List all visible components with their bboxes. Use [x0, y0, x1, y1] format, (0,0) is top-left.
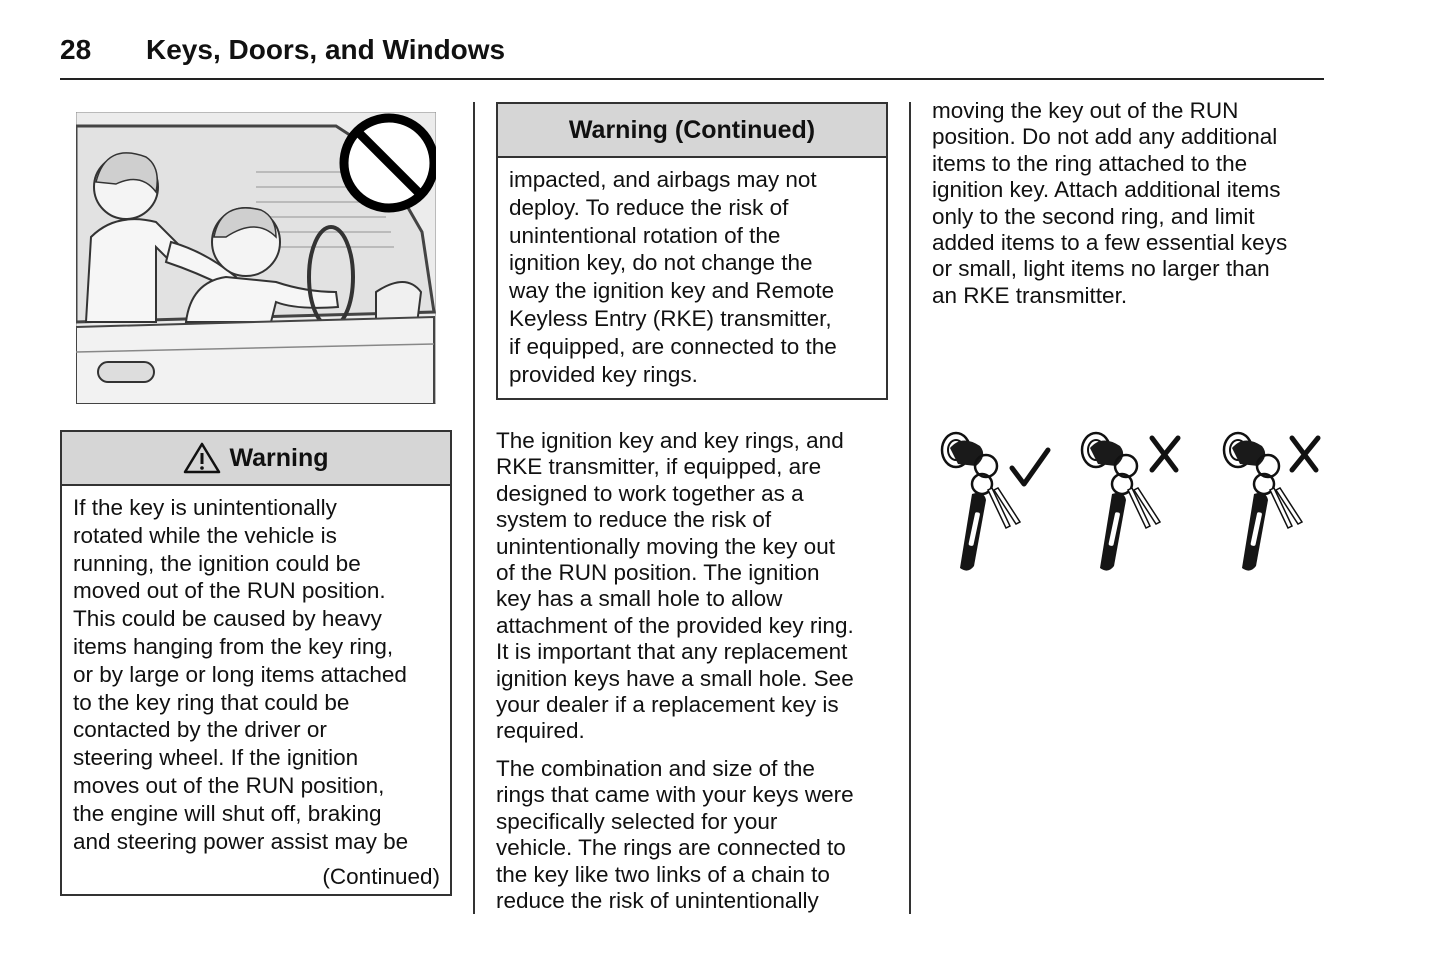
text-line: ignition keys have a small hole. See [496, 665, 854, 691]
text-line: moved out of the RUN position. [73, 578, 386, 604]
page-header [60, 34, 1324, 80]
text-line: unintentional rotation of the [509, 222, 781, 248]
text-line: the key like two links of a chain to [496, 861, 830, 887]
warning-title [62, 432, 450, 486]
key-set-incorrect-icon [1082, 433, 1178, 571]
text-line: If the key is unintentionally [73, 495, 337, 520]
text-line: items to the ring attached to the [932, 150, 1248, 176]
text-line: steering wheel. If the ignition [73, 745, 359, 771]
text-line: the engine will shut off, braking [73, 800, 382, 826]
text-line: impacted, and airbags may not [509, 167, 817, 192]
text-line: only to the second ring, and limit [932, 203, 1255, 229]
continued-label: (Continued) [322, 864, 440, 889]
text-line: deploy. To reduce the risk of [509, 194, 789, 220]
text-line: to the key ring that could be [73, 689, 350, 715]
warning-box [60, 430, 452, 896]
warning-text [62, 486, 450, 855]
text-line: unintentionally moving the key out [496, 533, 835, 559]
text-line: your dealer if a replacement key is [496, 692, 839, 718]
warning-triangle-icon [183, 442, 221, 474]
text-line: an RKE transmitter. [932, 282, 1128, 308]
text-line: ignition key, do not change the [509, 250, 813, 276]
warning-continued-box [496, 102, 888, 400]
warning-continued-title: Warning (Continued) [498, 104, 886, 158]
body-paragraph [496, 428, 896, 745]
text-line: if equipped, are connected to the [509, 333, 837, 359]
text-line: Keyless Entry (RKE) transmitter, [509, 305, 832, 331]
body-paragraph [496, 756, 896, 914]
text-line: This could be caused by heavy [73, 606, 382, 632]
text-line: reduce the risk of unintentionally [496, 888, 819, 914]
text-line: ignition key. Attach additional items [932, 177, 1281, 203]
text-line: system to reduce the risk of [496, 507, 772, 533]
text-line: key has a small hole to allow [496, 586, 783, 612]
text-line: rotated while the vehicle is [73, 522, 337, 548]
text-line: or small, light items no larger than [932, 256, 1270, 282]
text-line: or by large or long items attached [73, 661, 407, 687]
text-line: added items to a few essential keys [932, 230, 1288, 256]
text-line: moves out of the RUN position, [73, 772, 385, 798]
text-line: The ignition key and key rings, and [496, 428, 844, 453]
column-divider [909, 102, 911, 914]
text-line: The combination and size of the [496, 756, 815, 781]
section-title: Keys, Doors, and Windows [146, 34, 506, 65]
column-divider [473, 102, 475, 914]
text-line: vehicle. The rings are connected to [496, 835, 846, 861]
warning-title-text: Warning [229, 443, 329, 472]
text-line: It is important that any replacement [496, 639, 848, 665]
child-at-ignition-prohibited-icon [76, 112, 436, 404]
text-line: RKE transmitter, if equipped, are [496, 454, 822, 480]
text-line: running, the ignition could be [73, 550, 361, 576]
text-line: way the ignition key and Remote [509, 278, 835, 304]
key-set-correct-icon [942, 433, 1048, 571]
text-line: rings that came with your keys were [496, 782, 854, 808]
text-line: designed to work together as a [496, 480, 804, 506]
body-paragraph [932, 98, 1332, 309]
text-line: required. [496, 718, 585, 744]
page-number: 28 [60, 34, 92, 65]
text-line: of the RUN position. The ignition [496, 560, 820, 586]
text-line: specifically selected for your [496, 808, 778, 834]
text-line: contacted by the driver or [73, 717, 327, 743]
text-line: position. Do not add any additional [932, 124, 1278, 150]
text-line: items hanging from the key ring, [73, 633, 394, 659]
text-line: provided key rings. [509, 361, 698, 387]
key-set-incorrect-icon [1224, 433, 1318, 571]
text-line: and steering power assist may be [73, 828, 409, 854]
warning-continued-text [498, 158, 886, 388]
text-line: attachment of the provided key ring. [496, 612, 854, 638]
key-rings-illustration [936, 428, 1328, 576]
text-line: moving the key out of the RUN [932, 98, 1239, 123]
